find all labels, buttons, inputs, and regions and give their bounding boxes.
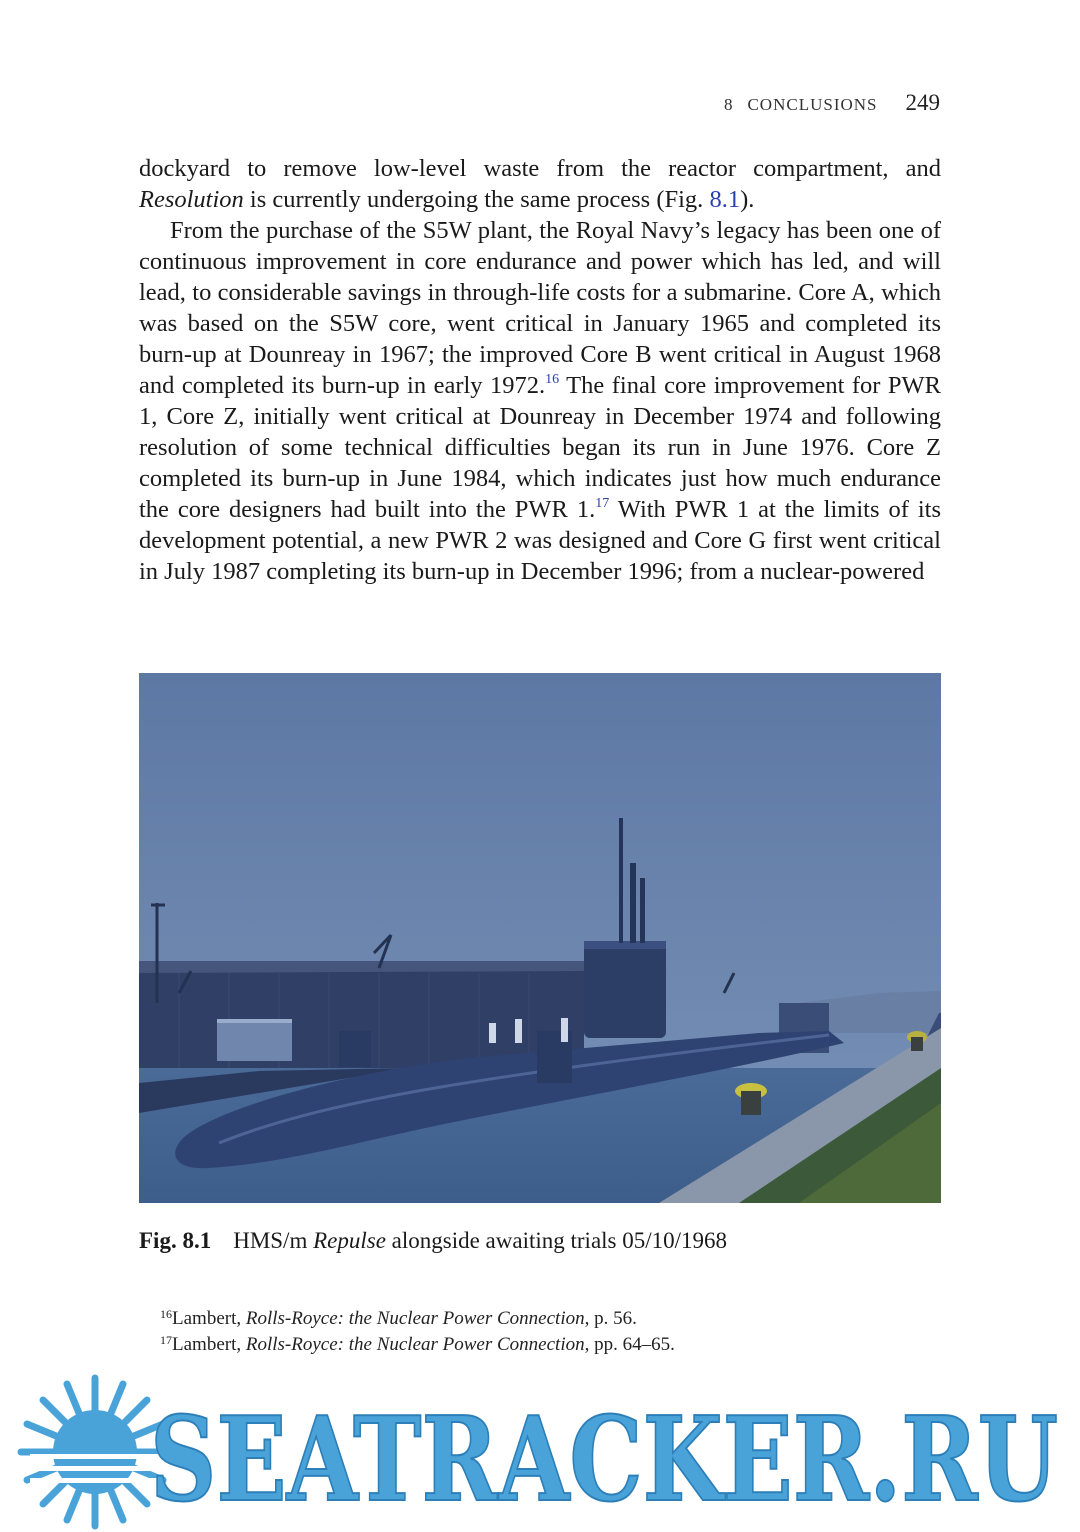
watermark-logo (0, 1372, 1080, 1532)
footnote-author: Lambert, (172, 1334, 246, 1355)
paragraph-1-text: dockyard to remove low-level waste from the reactor compartment, and (139, 155, 941, 182)
figure-label: Fig. 8.1 (139, 1228, 212, 1253)
paragraph-1 (139, 153, 941, 215)
figure-photo-submarine (139, 673, 941, 1203)
watermark-text: SEATRACKER.RU (150, 1392, 1058, 1528)
footnote-ref-16[interactable]: 16 (545, 372, 560, 387)
caption-text-2: alongside awaiting trials 05/10/1968 (385, 1228, 728, 1253)
ship-name-resolution: Resolution (139, 186, 244, 213)
sun-icon (21, 1378, 169, 1526)
footnote-number: 17 (160, 1333, 172, 1347)
caption-ship-name: Repulse (313, 1228, 386, 1253)
footnote-16 (160, 1306, 675, 1332)
page-number: 249 (905, 90, 940, 115)
footnote-number: 16 (160, 1307, 172, 1321)
paragraph-2 (139, 215, 941, 587)
paragraph-2-text-3: With PWR 1 at the limits of its development potential, a new PWR 2 was designed and Core G first went critical in July 1987 completing its burn-up in December 1996; from a nuclear-powered (139, 496, 941, 585)
footnote-title: Rolls-Royce: the Nuclear Power Connection (245, 1308, 585, 1329)
chapter-heading (724, 95, 878, 115)
figure-caption (139, 1228, 727, 1254)
caption-text-1: HMS/m (233, 1228, 314, 1253)
footnotes (160, 1306, 675, 1358)
chapter-title: CONCLUSIONS (747, 95, 878, 114)
footnote-page: , p. 56. (584, 1308, 637, 1329)
paragraph-2-text-2: The final core improvement for PWR 1, Core Z, initially went critical at Dounreay in December 1974 and following resolution of some technical difficulties began its run in June 1976. Core Z completed its burn-up in June 1984, which indicates just how much endurance the core designers had built into the PWR 1. (139, 372, 941, 523)
figure-reference-link[interactable]: 8.1 (709, 186, 741, 213)
running-head (724, 90, 940, 116)
footnote-author: Lambert, (172, 1308, 246, 1329)
footnote-page: , pp. 64–65. (584, 1334, 675, 1355)
footnote-title: Rolls-Royce: the Nuclear Power Connection (245, 1334, 585, 1355)
paragraph-1-end: ). (740, 186, 755, 213)
footnote-17 (160, 1332, 675, 1358)
chapter-number: 8 (723, 95, 734, 114)
footnote-ref-17[interactable]: 17 (595, 496, 610, 511)
body-text (139, 153, 941, 587)
paragraph-1-text-2: is currently undergoing the same process (Fig. (243, 186, 710, 213)
paragraph-2-text-1: From the purchase of the S5W plant, the Royal Navy’s legacy has been one of continuous improvement in core endurance and power which has led, and will lead, to considerable savings in through-life costs for a submarine. Core A, which was based on the S5W core, went critical in January 1965 and completed its burn-up at Dounreay in 1967; the improved Core B went critical in August 1968 and completed its burn-up in early 1972. (139, 217, 941, 399)
